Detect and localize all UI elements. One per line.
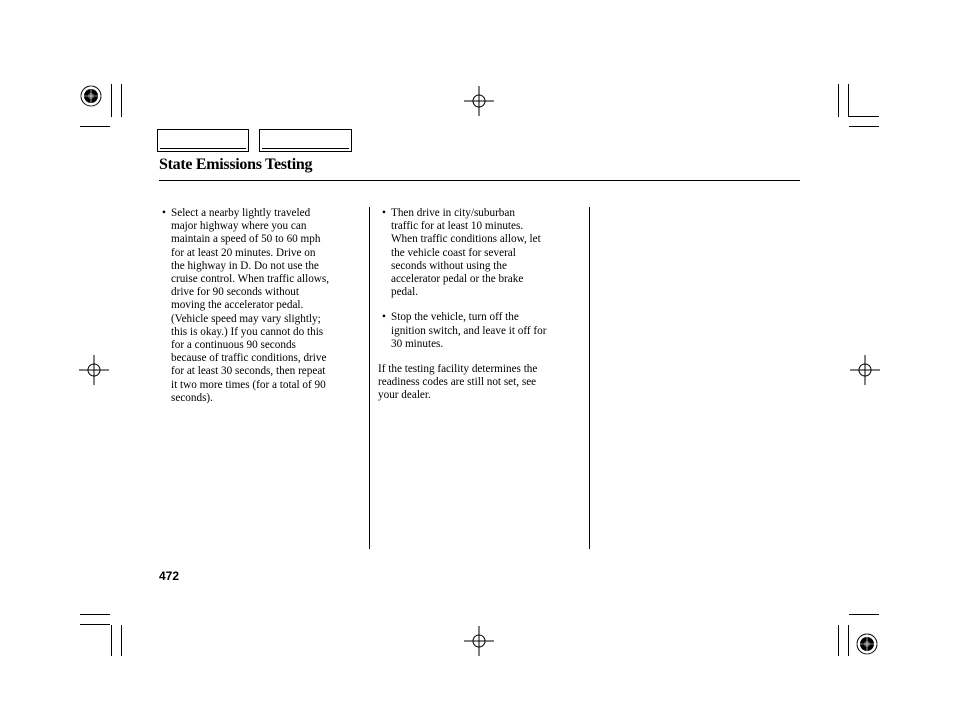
text-line: readiness codes are still not set, see <box>378 376 537 389</box>
text-line: accelerator pedal or the brake <box>391 273 524 286</box>
crop-mark <box>849 614 879 615</box>
crosshair-icon <box>79 355 109 385</box>
crop-mark <box>111 625 112 656</box>
text-line: it two more times (for a total of 90 <box>171 378 326 391</box>
crop-mark <box>121 625 122 656</box>
title-rule <box>159 180 800 181</box>
text-line: the highway in D. Do not use the <box>171 259 319 272</box>
text-line: (Vehicle speed may vary slightly; <box>171 312 321 325</box>
crosshair-icon <box>464 626 494 656</box>
text-line: maintain a speed of 50 to 60 mph <box>171 233 321 246</box>
text-line: If the testing facility determines the <box>378 363 538 376</box>
text-line: When traffic conditions allow, let <box>391 233 541 246</box>
crop-mark <box>838 84 839 117</box>
text-line: seconds). <box>171 391 213 404</box>
text-line: 30 minutes. <box>391 337 444 350</box>
text-line: your dealer. <box>378 389 431 402</box>
registration-target-icon <box>79 84 103 108</box>
bullet-item <box>381 311 586 351</box>
crop-mark <box>121 84 122 117</box>
section-tab-box <box>259 129 352 152</box>
text-line: pedal. <box>391 286 419 299</box>
text-line: this is okay.) If you cannot do this <box>171 325 324 338</box>
text-line: seconds without using the <box>391 259 507 272</box>
text-line: • Select a nearby lightly traveled <box>171 207 311 219</box>
body-paragraph <box>378 363 586 403</box>
text-line: cruise control. When traffic allows, <box>171 273 330 286</box>
crosshair-icon <box>464 86 494 116</box>
bullet-item <box>381 207 586 299</box>
text-line: moving the accelerator pedal. <box>171 299 304 312</box>
crop-mark <box>849 126 879 127</box>
crop-mark <box>111 84 112 117</box>
text-line: major highway where you can <box>171 220 307 233</box>
column-divider <box>589 207 590 549</box>
page-title: State Emissions Testing <box>159 156 313 173</box>
crop-mark <box>849 116 879 117</box>
crop-mark <box>848 84 849 117</box>
page-number: 472 <box>159 569 180 583</box>
crosshair-icon <box>850 355 880 385</box>
text-line: for a continuous 90 seconds <box>171 339 296 352</box>
registration-target-icon <box>855 632 879 656</box>
text-line: • Then drive in city/suburban <box>391 207 515 219</box>
left-column <box>161 207 366 405</box>
bullet-item <box>161 207 366 405</box>
text-line: because of traffic conditions, drive <box>171 352 327 365</box>
text-line: drive for 90 seconds without <box>171 286 300 299</box>
text-line: traffic for at least 10 minutes. <box>391 220 524 233</box>
text-line: for at least 20 minutes. Drive on <box>171 246 316 259</box>
crop-mark <box>80 126 110 127</box>
column-divider <box>369 207 370 549</box>
crop-mark <box>80 624 110 625</box>
middle-column <box>378 207 586 403</box>
text-line: • Stop the vehicle, turn off the <box>391 311 519 324</box>
text-line: the vehicle coast for several <box>391 246 516 259</box>
crop-mark <box>848 625 849 656</box>
text-line: for at least 30 seconds, then repeat <box>171 365 326 378</box>
crop-mark <box>838 625 839 656</box>
text-line: ignition switch, and leave it off for <box>391 324 547 337</box>
crop-mark <box>80 614 110 615</box>
section-tab-box <box>157 129 249 152</box>
